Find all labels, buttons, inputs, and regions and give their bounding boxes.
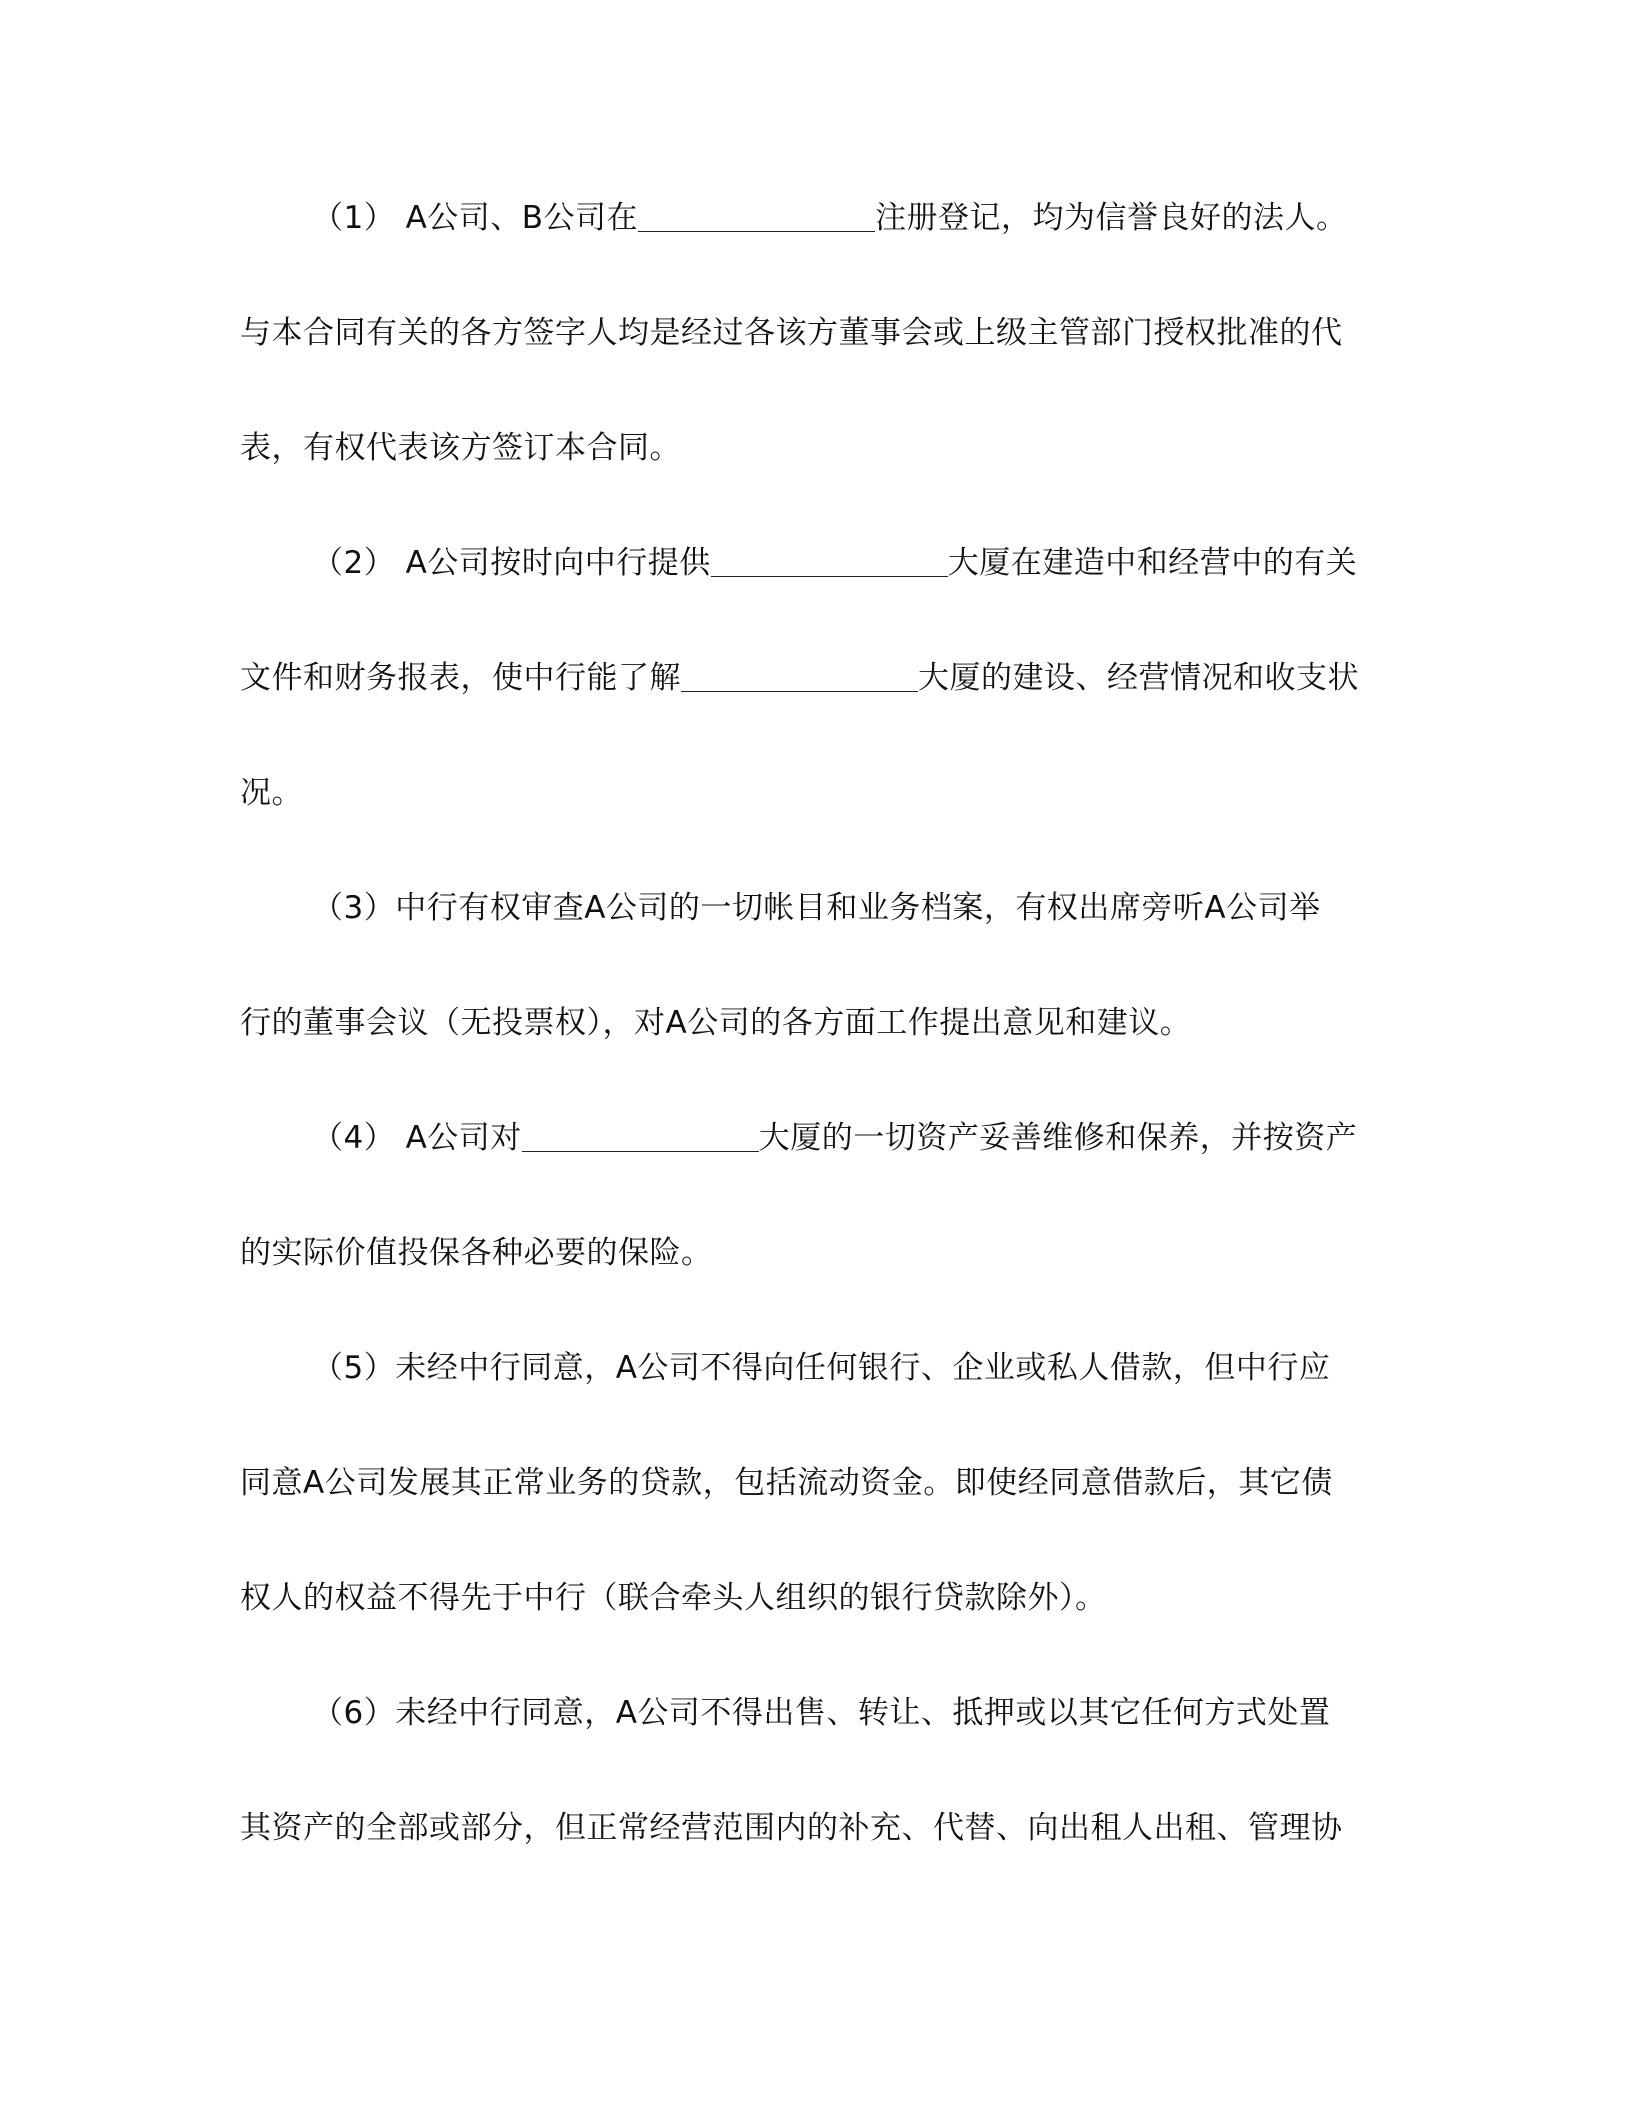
clause-1-line-1	[240, 170, 1370, 285]
clause-2-line-2-before-blank: 文件和财务报表，使中行能了解	[240, 660, 681, 696]
clause-2-line-3: 况。	[240, 775, 303, 811]
clause-5-line-1: （5）未经中行同意，A公司不得向任何银行、企业或私人借款，但中行应	[312, 1350, 1331, 1386]
clause-3	[240, 860, 1370, 1090]
clause-4-line-1	[240, 1090, 1370, 1205]
building-name-blank-3[interactable]	[522, 1117, 759, 1152]
clause-4-text-after-blank: 大厦的一切资产妥善维修和保养，并按资产	[758, 1120, 1358, 1156]
clause-5	[240, 1320, 1370, 1665]
clause-3-line-1: （3）中行有权审查A公司的一切帐目和业务档案，有权出席旁听A公司举	[312, 890, 1321, 926]
registration-place-blank[interactable]	[638, 197, 875, 232]
building-name-blank-1[interactable]	[711, 542, 948, 577]
clause-2-line-2	[240, 630, 1370, 745]
clause-6-line-1: （6）未经中行同意，A公司不得出售、转让、抵押或以其它任何方式处置	[312, 1695, 1331, 1731]
clause-2-line-2-after-blank: 大厦的建设、经营情况和收支状	[918, 660, 1359, 696]
clause-6-line-2: 其资产的全部或部分，但正常经营范围内的补充、代替、向出租人出租、管理协	[240, 1810, 1343, 1846]
clause-1	[240, 170, 1370, 515]
clause-2-text-after-blank: 大厦在建造中和经营中的有关	[947, 545, 1358, 581]
clause-2	[240, 515, 1370, 860]
clause-2-line-1	[240, 515, 1370, 630]
clause-4-text-before-blank: （4） A公司对	[312, 1120, 522, 1156]
document-page	[240, 170, 1370, 1895]
clause-1-line-3: 表，有权代表该方签订本合同。	[240, 430, 681, 466]
building-name-blank-2[interactable]	[681, 657, 918, 692]
clause-1-text-after-blank: 注册登记，均为信誉良好的法人。	[875, 200, 1348, 236]
clause-5-line-3: 权人的权益不得先于中行（联合牵头人组织的银行贷款除外）。	[240, 1580, 1107, 1616]
clause-3-line-2: 行的董事会议（无投票权），对A公司的各方面工作提出意见和建议。	[240, 1005, 1192, 1041]
clause-4-line-2: 的实际价值投保各种必要的保险。	[240, 1235, 713, 1271]
clause-1-text-before-blank: （1） A公司、B公司在	[312, 200, 639, 236]
clause-5-line-2: 同意A公司发展其正常业务的贷款，包括流动资金。即使经同意借款后，其它债	[240, 1465, 1333, 1501]
clause-4	[240, 1090, 1370, 1320]
clause-6	[240, 1665, 1370, 1895]
clause-1-line-2: 与本合同有关的各方签字人均是经过各该方董事会或上级主管部门授权批准的代	[240, 315, 1343, 351]
clause-2-text-before-blank: （2） A公司按时向中行提供	[312, 545, 711, 581]
